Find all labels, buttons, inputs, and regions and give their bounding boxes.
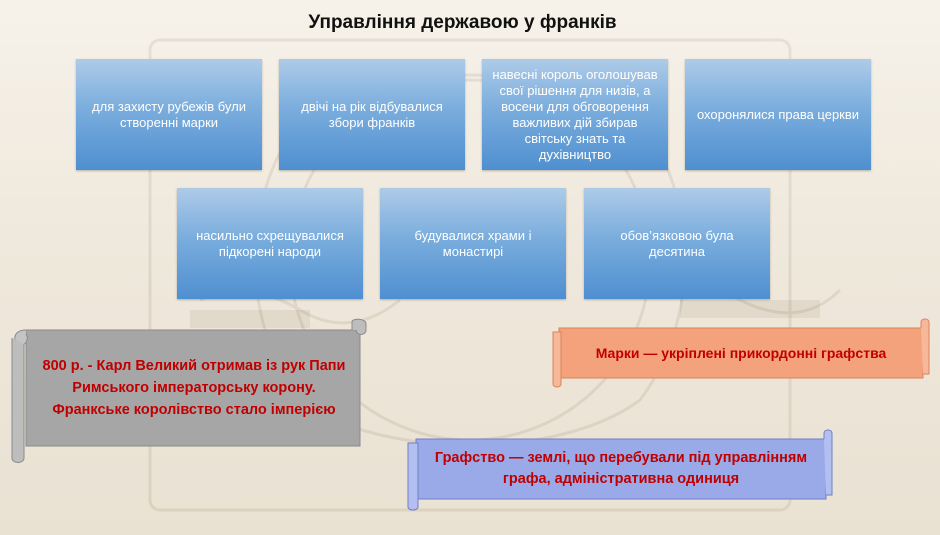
scroll-gray	[8, 318, 368, 466]
scroll-blue	[406, 429, 834, 511]
info-box-king-decisions: навесні король оголошував свої рішення для низів, а восени для обговорення важливих дій збирав світську знать та духівництво	[482, 59, 668, 170]
info-box-forced-baptism: насильно схрещувалися підкорені народи	[177, 188, 363, 299]
page-title: Управління державою у франків	[308, 12, 617, 33]
scroll-orange	[551, 318, 931, 388]
scroll-gray-text: 800 р. - Карл Великий отримав із рук Папи Римського імператорську корону. Франкське королівство стало імперією	[42, 358, 346, 418]
info-box-marches: для захисту рубежів були створенні марки	[76, 59, 262, 170]
info-box-temples: будувалися храми і монастирі	[380, 188, 566, 299]
info-box-assemblies: двічі на рік відбувалися збори франків	[279, 59, 465, 170]
scroll-orange-text: Марки — укріплені прикордонні графства	[595, 345, 887, 361]
scroll-blue-text: Графство — землі, що перебували під управлінням графа, адміністративна одиниця	[434, 450, 808, 487]
info-box-tithe: обов’язковою була десятина	[584, 188, 770, 299]
info-box-church-rights: охоронялися права церкви	[685, 59, 871, 170]
